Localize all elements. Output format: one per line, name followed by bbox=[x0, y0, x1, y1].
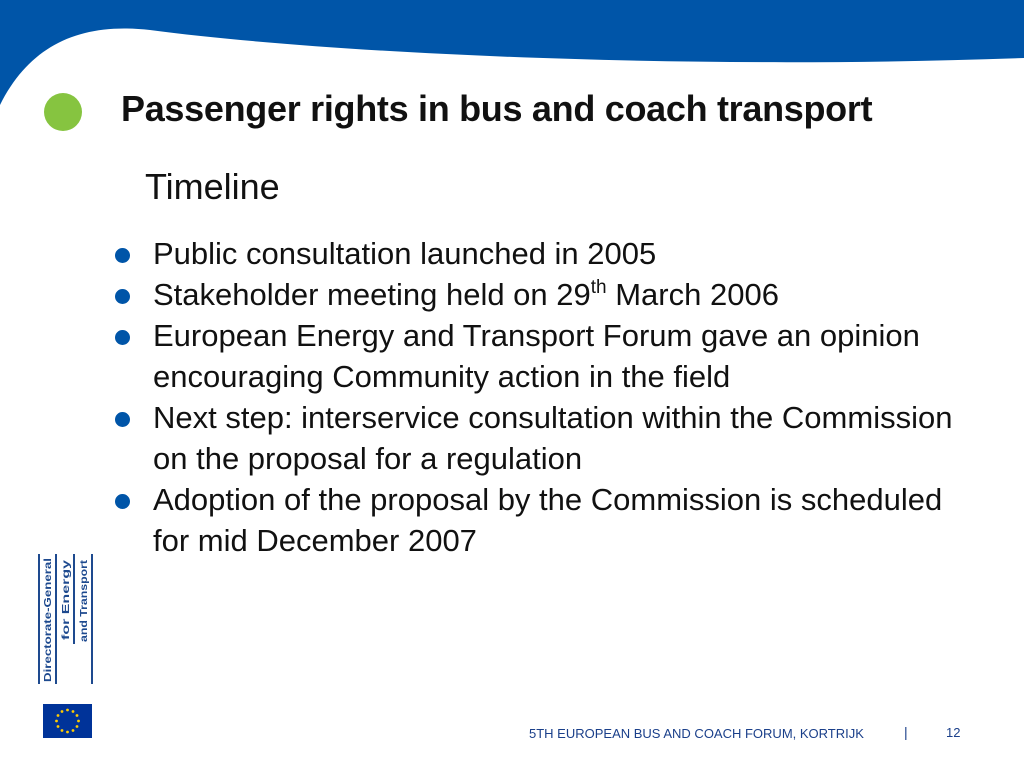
bullet-dot-icon bbox=[115, 248, 130, 263]
bullet-dot-icon bbox=[115, 330, 130, 345]
eu-flag-icon bbox=[43, 704, 92, 738]
timeline-bullet-list bbox=[153, 233, 953, 561]
slide-title: Passenger rights in bus and coach transport bbox=[121, 88, 873, 129]
bullet-text: Public consultation launched in 2005 bbox=[153, 236, 657, 271]
logo-line-directorate: Directorate-General bbox=[42, 583, 54, 682]
title-bullet-dot bbox=[44, 93, 82, 131]
bullet-dot-icon bbox=[115, 289, 130, 304]
bullet-text: Adoption of the proposal by the Commission is scheduled for mid December 2007 bbox=[153, 482, 943, 558]
bullet-item bbox=[153, 274, 953, 315]
bullet-item bbox=[153, 479, 953, 561]
footer-separator: | bbox=[904, 724, 908, 740]
page-number: 12 bbox=[946, 725, 961, 740]
ordinal-suffix: th bbox=[590, 277, 607, 298]
slide-subtitle: Timeline bbox=[145, 166, 280, 207]
bullet-text-continued: March 2006 bbox=[606, 277, 779, 312]
logo-line-transport: and Transport bbox=[78, 571, 90, 642]
bullet-item bbox=[153, 233, 953, 274]
bullet-text: European Energy and Transport Forum gave an opinion encouraging Community action in the field bbox=[153, 318, 920, 394]
logo-line-energy: for Energy bbox=[60, 587, 72, 640]
footer-event-name: 5TH EUROPEAN BUS AND COACH FORUM, KORTRIJK bbox=[529, 726, 864, 741]
bullet-dot-icon bbox=[115, 494, 130, 509]
bullet-item bbox=[153, 397, 953, 479]
bullet-dot-icon bbox=[115, 412, 130, 427]
bullet-text: Next step: interservice consultation within the Commission on the proposal for a regulation bbox=[153, 400, 953, 476]
bullet-item bbox=[153, 315, 953, 397]
bullet-text: Stakeholder meeting held on 29 bbox=[153, 277, 591, 312]
dg-energy-transport-logo bbox=[36, 552, 98, 686]
